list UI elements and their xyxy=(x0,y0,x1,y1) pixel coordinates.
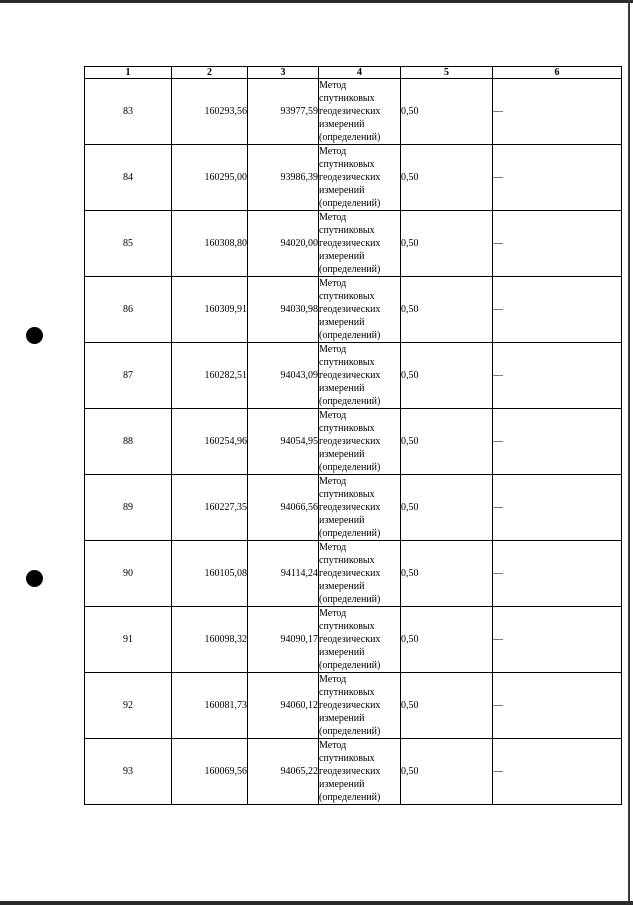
accuracy-cell: 0,50 xyxy=(401,277,493,343)
scan-edge-top xyxy=(0,0,633,3)
method-cell: Метод спутниковых геодезических измерений (определений) xyxy=(319,343,401,409)
x-coordinate-cell: 160081,73 xyxy=(172,673,248,739)
point-number-cell: 85 xyxy=(85,211,172,277)
x-coordinate-cell: 160282,51 xyxy=(172,343,248,409)
table-row xyxy=(85,409,622,475)
table-header-row xyxy=(85,67,622,79)
accuracy-cell: 0,50 xyxy=(401,145,493,211)
point-number-cell: 87 xyxy=(85,343,172,409)
accuracy-cell: 0,50 xyxy=(401,211,493,277)
y-coordinate-cell: 93977,59 xyxy=(248,79,319,145)
x-coordinate-cell: 160098,32 xyxy=(172,607,248,673)
method-cell: Метод спутниковых геодезических измерений (определений) xyxy=(319,739,401,805)
x-coordinate-cell: 160309,91 xyxy=(172,277,248,343)
x-coordinate-cell: 160227,35 xyxy=(172,475,248,541)
x-coordinate-cell: 160295,00 xyxy=(172,145,248,211)
column-header: 6 xyxy=(493,67,622,79)
accuracy-cell: 0,50 xyxy=(401,79,493,145)
point-number-cell: 92 xyxy=(85,673,172,739)
note-cell: — xyxy=(493,343,622,409)
note-cell: — xyxy=(493,79,622,145)
table-row xyxy=(85,343,622,409)
column-header: 5 xyxy=(401,67,493,79)
note-cell: — xyxy=(493,409,622,475)
punch-hole-bottom xyxy=(26,570,43,587)
accuracy-cell: 0,50 xyxy=(401,541,493,607)
y-coordinate-cell: 94060,12 xyxy=(248,673,319,739)
accuracy-cell: 0,50 xyxy=(401,343,493,409)
punch-hole-top xyxy=(26,327,43,344)
method-cell: Метод спутниковых геодезических измерений (определений) xyxy=(319,211,401,277)
y-coordinate-cell: 93986,39 xyxy=(248,145,319,211)
y-coordinate-cell: 94030,98 xyxy=(248,277,319,343)
method-cell: Метод спутниковых геодезических измерений (определений) xyxy=(319,541,401,607)
method-cell: Метод спутниковых геодезических измерений (определений) xyxy=(319,79,401,145)
column-header: 3 xyxy=(248,67,319,79)
point-number-cell: 84 xyxy=(85,145,172,211)
method-cell: Метод спутниковых геодезических измерений (определений) xyxy=(319,475,401,541)
accuracy-cell: 0,50 xyxy=(401,409,493,475)
x-coordinate-cell: 160105,08 xyxy=(172,541,248,607)
note-cell: — xyxy=(493,541,622,607)
method-cell: Метод спутниковых геодезических измерений (определений) xyxy=(319,145,401,211)
point-number-cell: 86 xyxy=(85,277,172,343)
accuracy-cell: 0,50 xyxy=(401,475,493,541)
method-cell: Метод спутниковых геодезических измерений (определений) xyxy=(319,673,401,739)
scan-edge-bottom xyxy=(0,901,633,905)
method-cell: Метод спутниковых геодезических измерений (определений) xyxy=(319,409,401,475)
x-coordinate-cell: 160069,56 xyxy=(172,739,248,805)
x-coordinate-cell: 160293,56 xyxy=(172,79,248,145)
y-coordinate-cell: 94043,09 xyxy=(248,343,319,409)
table-row xyxy=(85,79,622,145)
note-cell: — xyxy=(493,145,622,211)
accuracy-cell: 0,50 xyxy=(401,607,493,673)
y-coordinate-cell: 94066,56 xyxy=(248,475,319,541)
table-row xyxy=(85,145,622,211)
y-coordinate-cell: 94020,00 xyxy=(248,211,319,277)
table-row xyxy=(85,277,622,343)
table-row xyxy=(85,673,622,739)
y-coordinate-cell: 94054,95 xyxy=(248,409,319,475)
point-number-cell: 91 xyxy=(85,607,172,673)
table-row xyxy=(85,211,622,277)
point-number-cell: 93 xyxy=(85,739,172,805)
y-coordinate-cell: 94114,24 xyxy=(248,541,319,607)
column-header: 1 xyxy=(85,67,172,79)
x-coordinate-cell: 160254,96 xyxy=(172,409,248,475)
y-coordinate-cell: 94065,22 xyxy=(248,739,319,805)
coordinates-table xyxy=(84,66,622,805)
y-coordinate-cell: 94090,17 xyxy=(248,607,319,673)
method-cell: Метод спутниковых геодезических измерений (определений) xyxy=(319,277,401,343)
column-header: 4 xyxy=(319,67,401,79)
table-row xyxy=(85,541,622,607)
note-cell: — xyxy=(493,211,622,277)
table-row xyxy=(85,607,622,673)
note-cell: — xyxy=(493,607,622,673)
accuracy-cell: 0,50 xyxy=(401,739,493,805)
table-row xyxy=(85,739,622,805)
accuracy-cell: 0,50 xyxy=(401,673,493,739)
point-number-cell: 90 xyxy=(85,541,172,607)
point-number-cell: 88 xyxy=(85,409,172,475)
table-body xyxy=(85,79,622,805)
note-cell: — xyxy=(493,475,622,541)
scan-edge-right xyxy=(628,0,630,905)
table-row xyxy=(85,475,622,541)
column-header: 2 xyxy=(172,67,248,79)
note-cell: — xyxy=(493,673,622,739)
point-number-cell: 83 xyxy=(85,79,172,145)
note-cell: — xyxy=(493,739,622,805)
note-cell: — xyxy=(493,277,622,343)
method-cell: Метод спутниковых геодезических измерений (определений) xyxy=(319,607,401,673)
x-coordinate-cell: 160308,80 xyxy=(172,211,248,277)
point-number-cell: 89 xyxy=(85,475,172,541)
